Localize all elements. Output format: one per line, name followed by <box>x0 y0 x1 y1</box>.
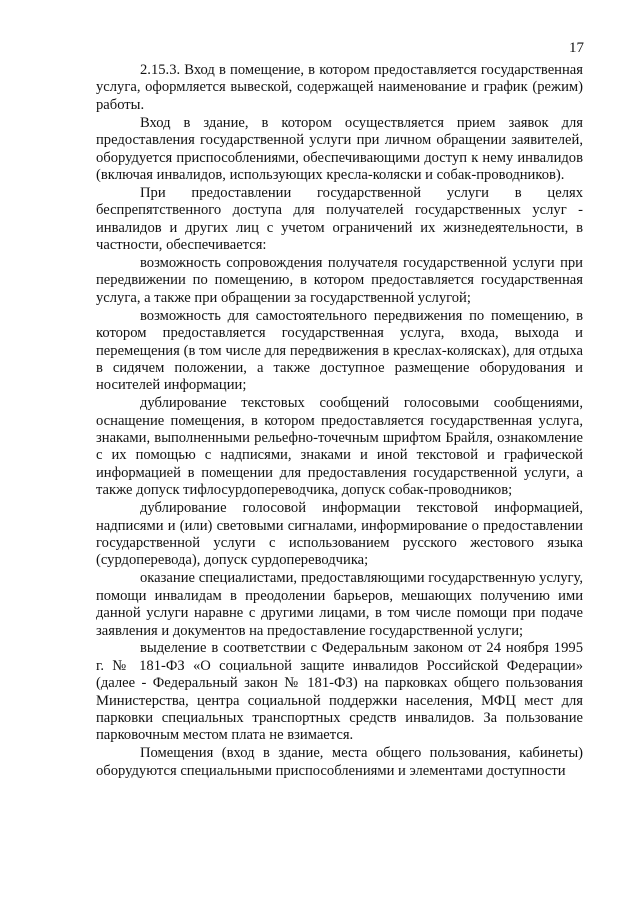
page-number: 17 <box>569 40 584 56</box>
paragraph-escort: возможность сопровождения получателя государственной услуги при передвижении по помещению, в котором предоставляется государственная услуга, а также при обращении за государственной услугой; <box>96 254 583 306</box>
paragraph-accessibility-intro: При предоставлении государственной услуги в целях беспрепятственного доступа для получателей государственных услуг - инвалидов и других лиц с учетом ограничений их жизнедеятельности, в частности, обеспечивается: <box>96 184 583 254</box>
paragraph-independent-movement: возможность для самостоятельного передвижения по помещению, в котором предоставляется государственная услуга, входа, выхода и перемещения (в том числе для передвижения в креслах-колясках), для отдыха в сидячем положении, а также доступное размещение оборудования и носителей информации; <box>96 307 583 394</box>
paragraph-parking: выделение в соответствии с Федеральным законом от 24 ноября 1995 г. № 181-ФЗ «О социальной защите инвалидов Российской Федерации» (далее - Федеральный закон № 181-ФЗ) на парковках общего пользования Министерства, центра социальной поддержки населения, МФЦ мест для парковки специальных транспортных средств инвалидов. За пользование парковочным местом плата не взимается. <box>96 640 583 744</box>
paragraph-premises-equipment: Помещения (вход в здание, места общего пользования, кабинеты) оборудуются специальными приспособлениями и элементами доступности <box>96 745 583 779</box>
paragraph-building-entrance: Вход в здание, в котором осуществляется прием заявок для предоставления государственной услуги при личном обращении заявителей, оборудуется приспособлениями, обеспечивающими доступ к нему инвалидов (включая инвалидов, использующих кресла-коляски и собак-проводников). <box>96 114 583 183</box>
paragraph-specialist-assistance: оказание специалистами, предоставляющими государственную услугу, помощи инвалидам в преодолении барьеров, мешающих получению ими данной услуги наравне с другими лицами, в том числе помощи при подаче заявления и документов на предоставление государственной услуги; <box>96 570 583 639</box>
document-body <box>96 62 583 780</box>
paragraph-text-voice-duplication: дублирование текстовых сообщений голосовыми сообщениями, оснащение помещения, в котором предоставляется государственная услуга, знаками, выполненными рельефно-точечным шрифтом Брайля, ознакомление с их помощью с надписями, знаками и иной текстовой и графической информацией в помещении для предоставления государственной услуги, а также допуск тифлосурдопереводчика, допуск собак-проводников; <box>96 395 583 499</box>
paragraph-2-15-3: 2.15.3. Вход в помещение, в котором предоставляется государственная услуга, оформляется вывеской, содержащей наименование и график (режим) работы. <box>96 62 583 113</box>
paragraph-voice-text-duplication: дублирование голосовой информации текстовой информацией, надписями и (или) световыми сигналами, информирование о предоставлении государственной услуги с использованием русского жестового языка (сурдоперевода), допуск сурдопереводчика; <box>96 500 583 569</box>
